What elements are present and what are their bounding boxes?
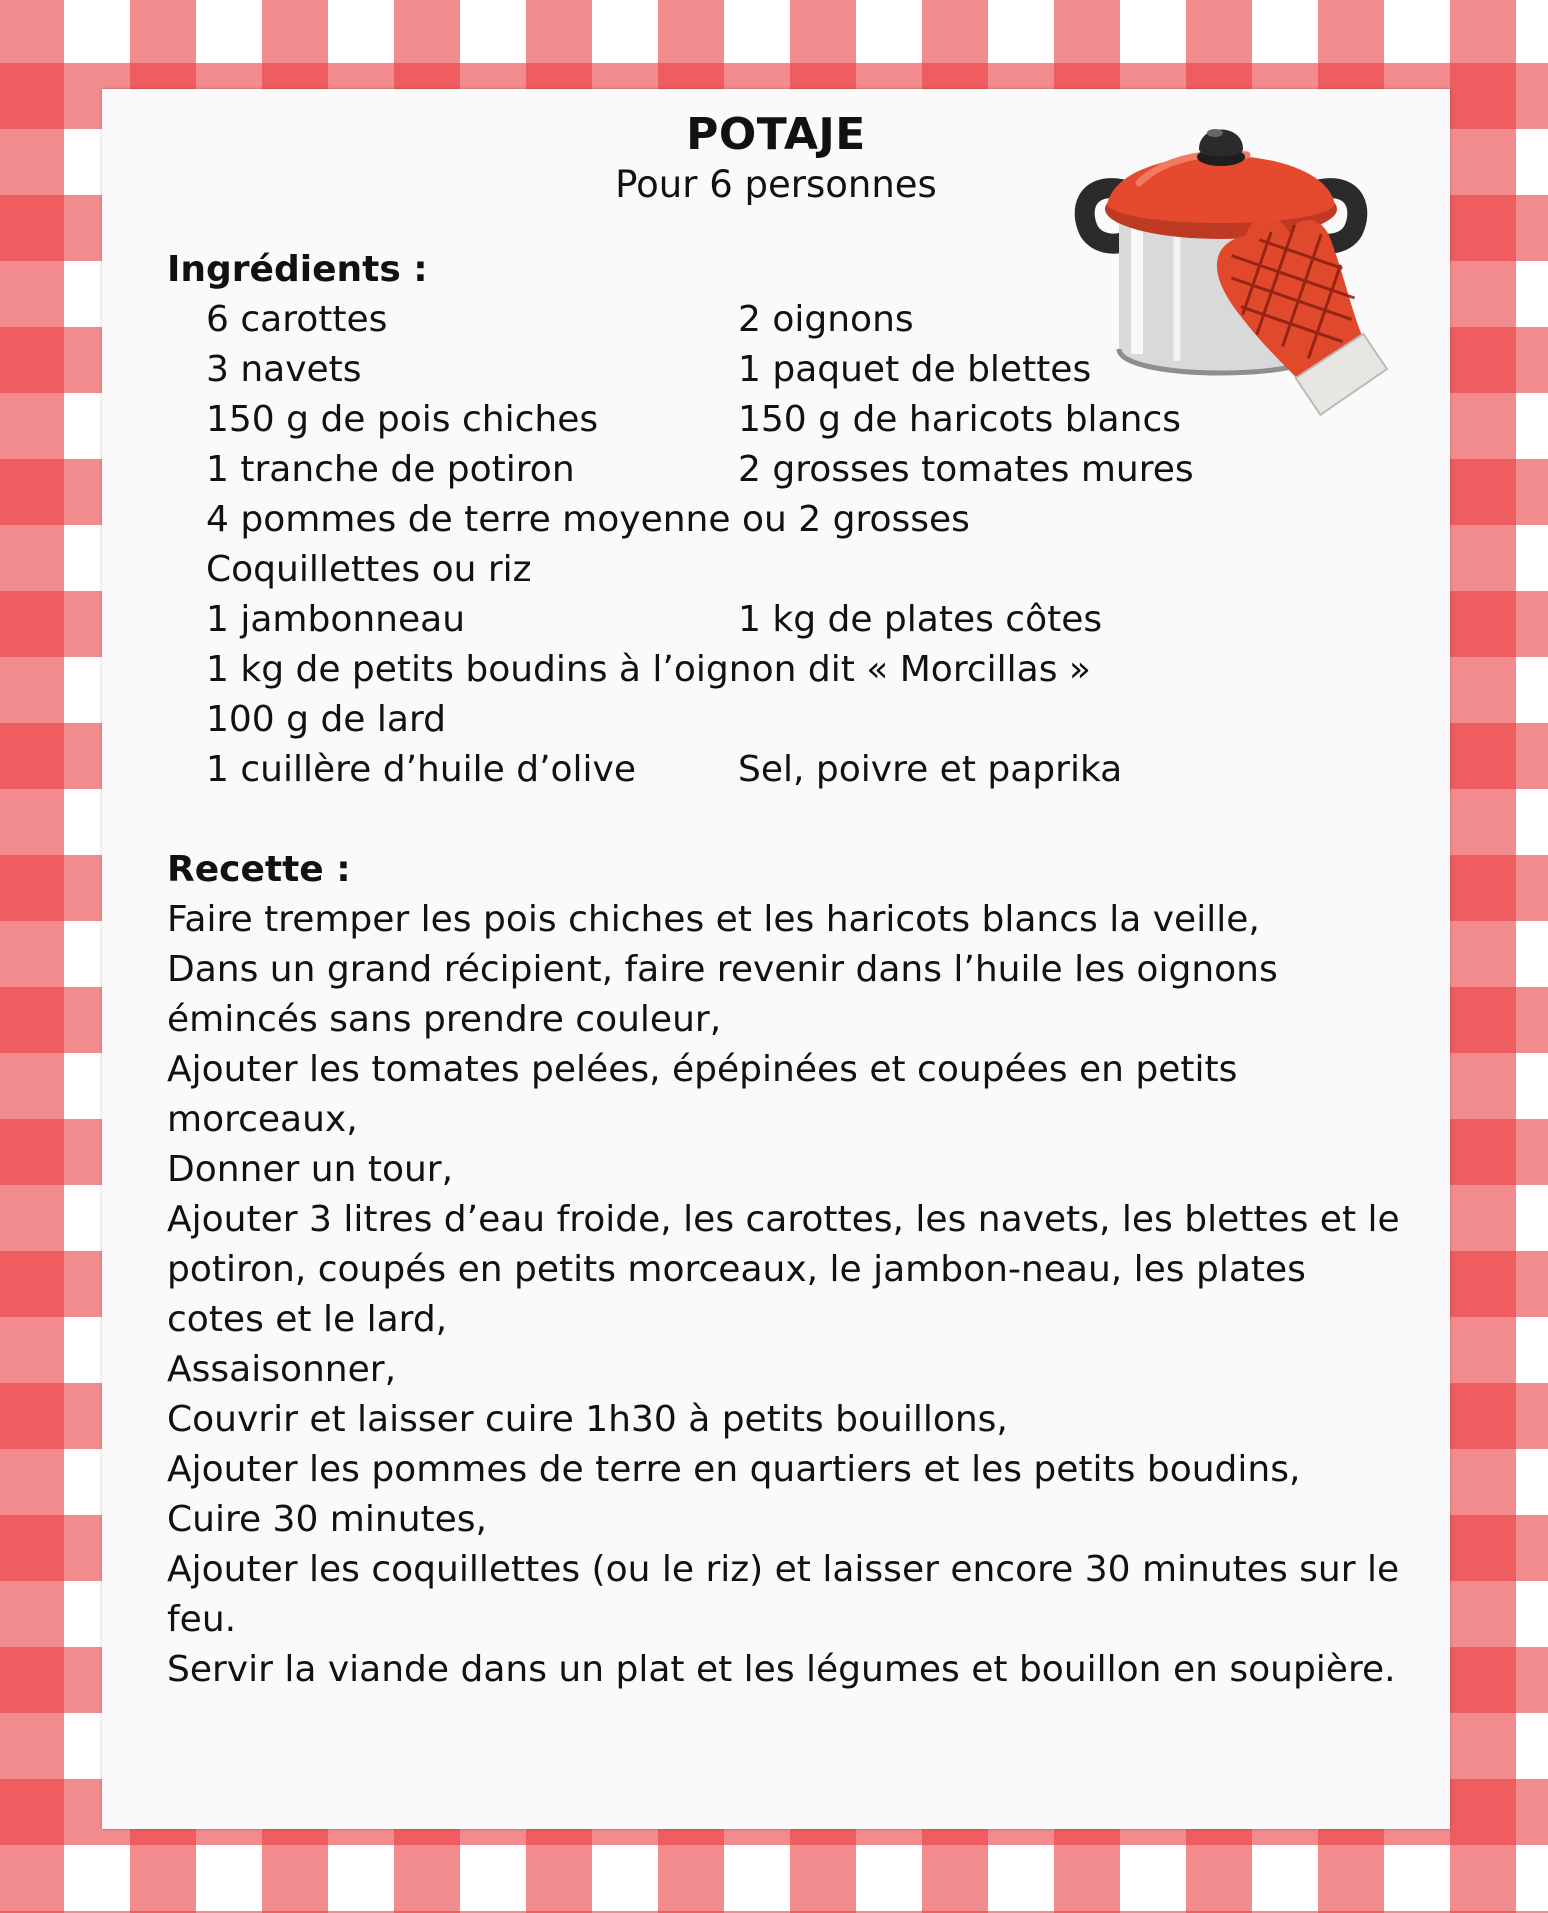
recipe-step: Ajouter 3 litres d’eau froide, les carottes, les navets, les blettes et le potiron, coupés en petits morceaux, le jambon-neau, les plates cotes et le lard, (167, 1199, 1400, 1340)
ingredient-row (167, 645, 1407, 695)
ingredient-item: 1 kg de plates côtes (738, 599, 1103, 640)
ingredient-item: Coquillettes ou riz (206, 549, 532, 590)
ingredient-row (167, 395, 1407, 445)
recipe-step: Couvrir et laisser cuire 1h30 à petits bouillons, (167, 1399, 1008, 1440)
ingredient-row (167, 495, 1407, 545)
ingredient-item: 1 tranche de potiron (206, 449, 575, 490)
ingredient-item: 4 pommes de terre moyenne ou 2 grosses (206, 499, 970, 540)
ingredient-item: 1 jambonneau (206, 599, 466, 640)
ingredient-item: 150 g de pois chiches (206, 399, 599, 440)
recipe-title: POTAJE (686, 109, 866, 160)
recipe-step: Servir la viande dans un plat et les légumes et bouillon en soupière. (167, 1649, 1396, 1690)
ingredient-row (167, 295, 1407, 345)
recipe-steps-section (167, 845, 1407, 1695)
ingredient-item: 1 paquet de blettes (738, 349, 1092, 390)
ingredient-item: 100 g de lard (206, 699, 446, 740)
ingredient-item: 1 cuillère d’huile d’olive (206, 749, 637, 790)
ingredient-item: Sel, poivre et paprika (738, 749, 1123, 790)
recipe-servings: Pour 6 personnes (615, 163, 937, 206)
ingredients-section (167, 245, 1407, 795)
steps-heading: Recette : (167, 849, 351, 890)
recipe-card (102, 89, 1450, 1829)
recipe-step: Faire tremper les pois chiches et les haricots blancs la veille, (167, 899, 1260, 940)
ingredient-row (167, 345, 1407, 395)
ingredient-item: 6 carottes (206, 299, 388, 340)
ingredient-item: 3 navets (206, 349, 362, 390)
recipe-step: Donner un tour, (167, 1149, 454, 1190)
ingredient-item: 2 oignons (738, 299, 914, 340)
ingredient-row (167, 695, 1407, 745)
ingredient-item: 150 g de haricots blancs (738, 399, 1181, 440)
ingredients-heading: Ingrédients : (167, 249, 428, 290)
recipe-step: Cuire 30 minutes, (167, 1499, 487, 1540)
ingredient-row (167, 595, 1407, 645)
recipe-step: Ajouter les tomates pelées, épépinées et coupées en petits morceaux, (167, 1049, 1238, 1140)
ingredient-row (167, 545, 1407, 595)
recipe-step: Ajouter les coquillettes (ou le riz) et laisser encore 30 minutes sur le feu. (167, 1549, 1400, 1640)
ingredient-row (167, 745, 1407, 795)
ingredient-row (167, 445, 1407, 495)
ingredient-item: 1 kg de petits boudins à l’oignon dit « Morcillas » (206, 649, 1091, 690)
recipe-step: Assaisonner, (167, 1349, 397, 1390)
recipe-step: Ajouter les pommes de terre en quartiers et les petits boudins, (167, 1449, 1301, 1490)
recipe-step: Dans un grand récipient, faire revenir dans l’huile les oignons émincés sans prendre couleur, (167, 949, 1278, 1040)
ingredient-item: 2 grosses tomates mures (738, 449, 1194, 490)
